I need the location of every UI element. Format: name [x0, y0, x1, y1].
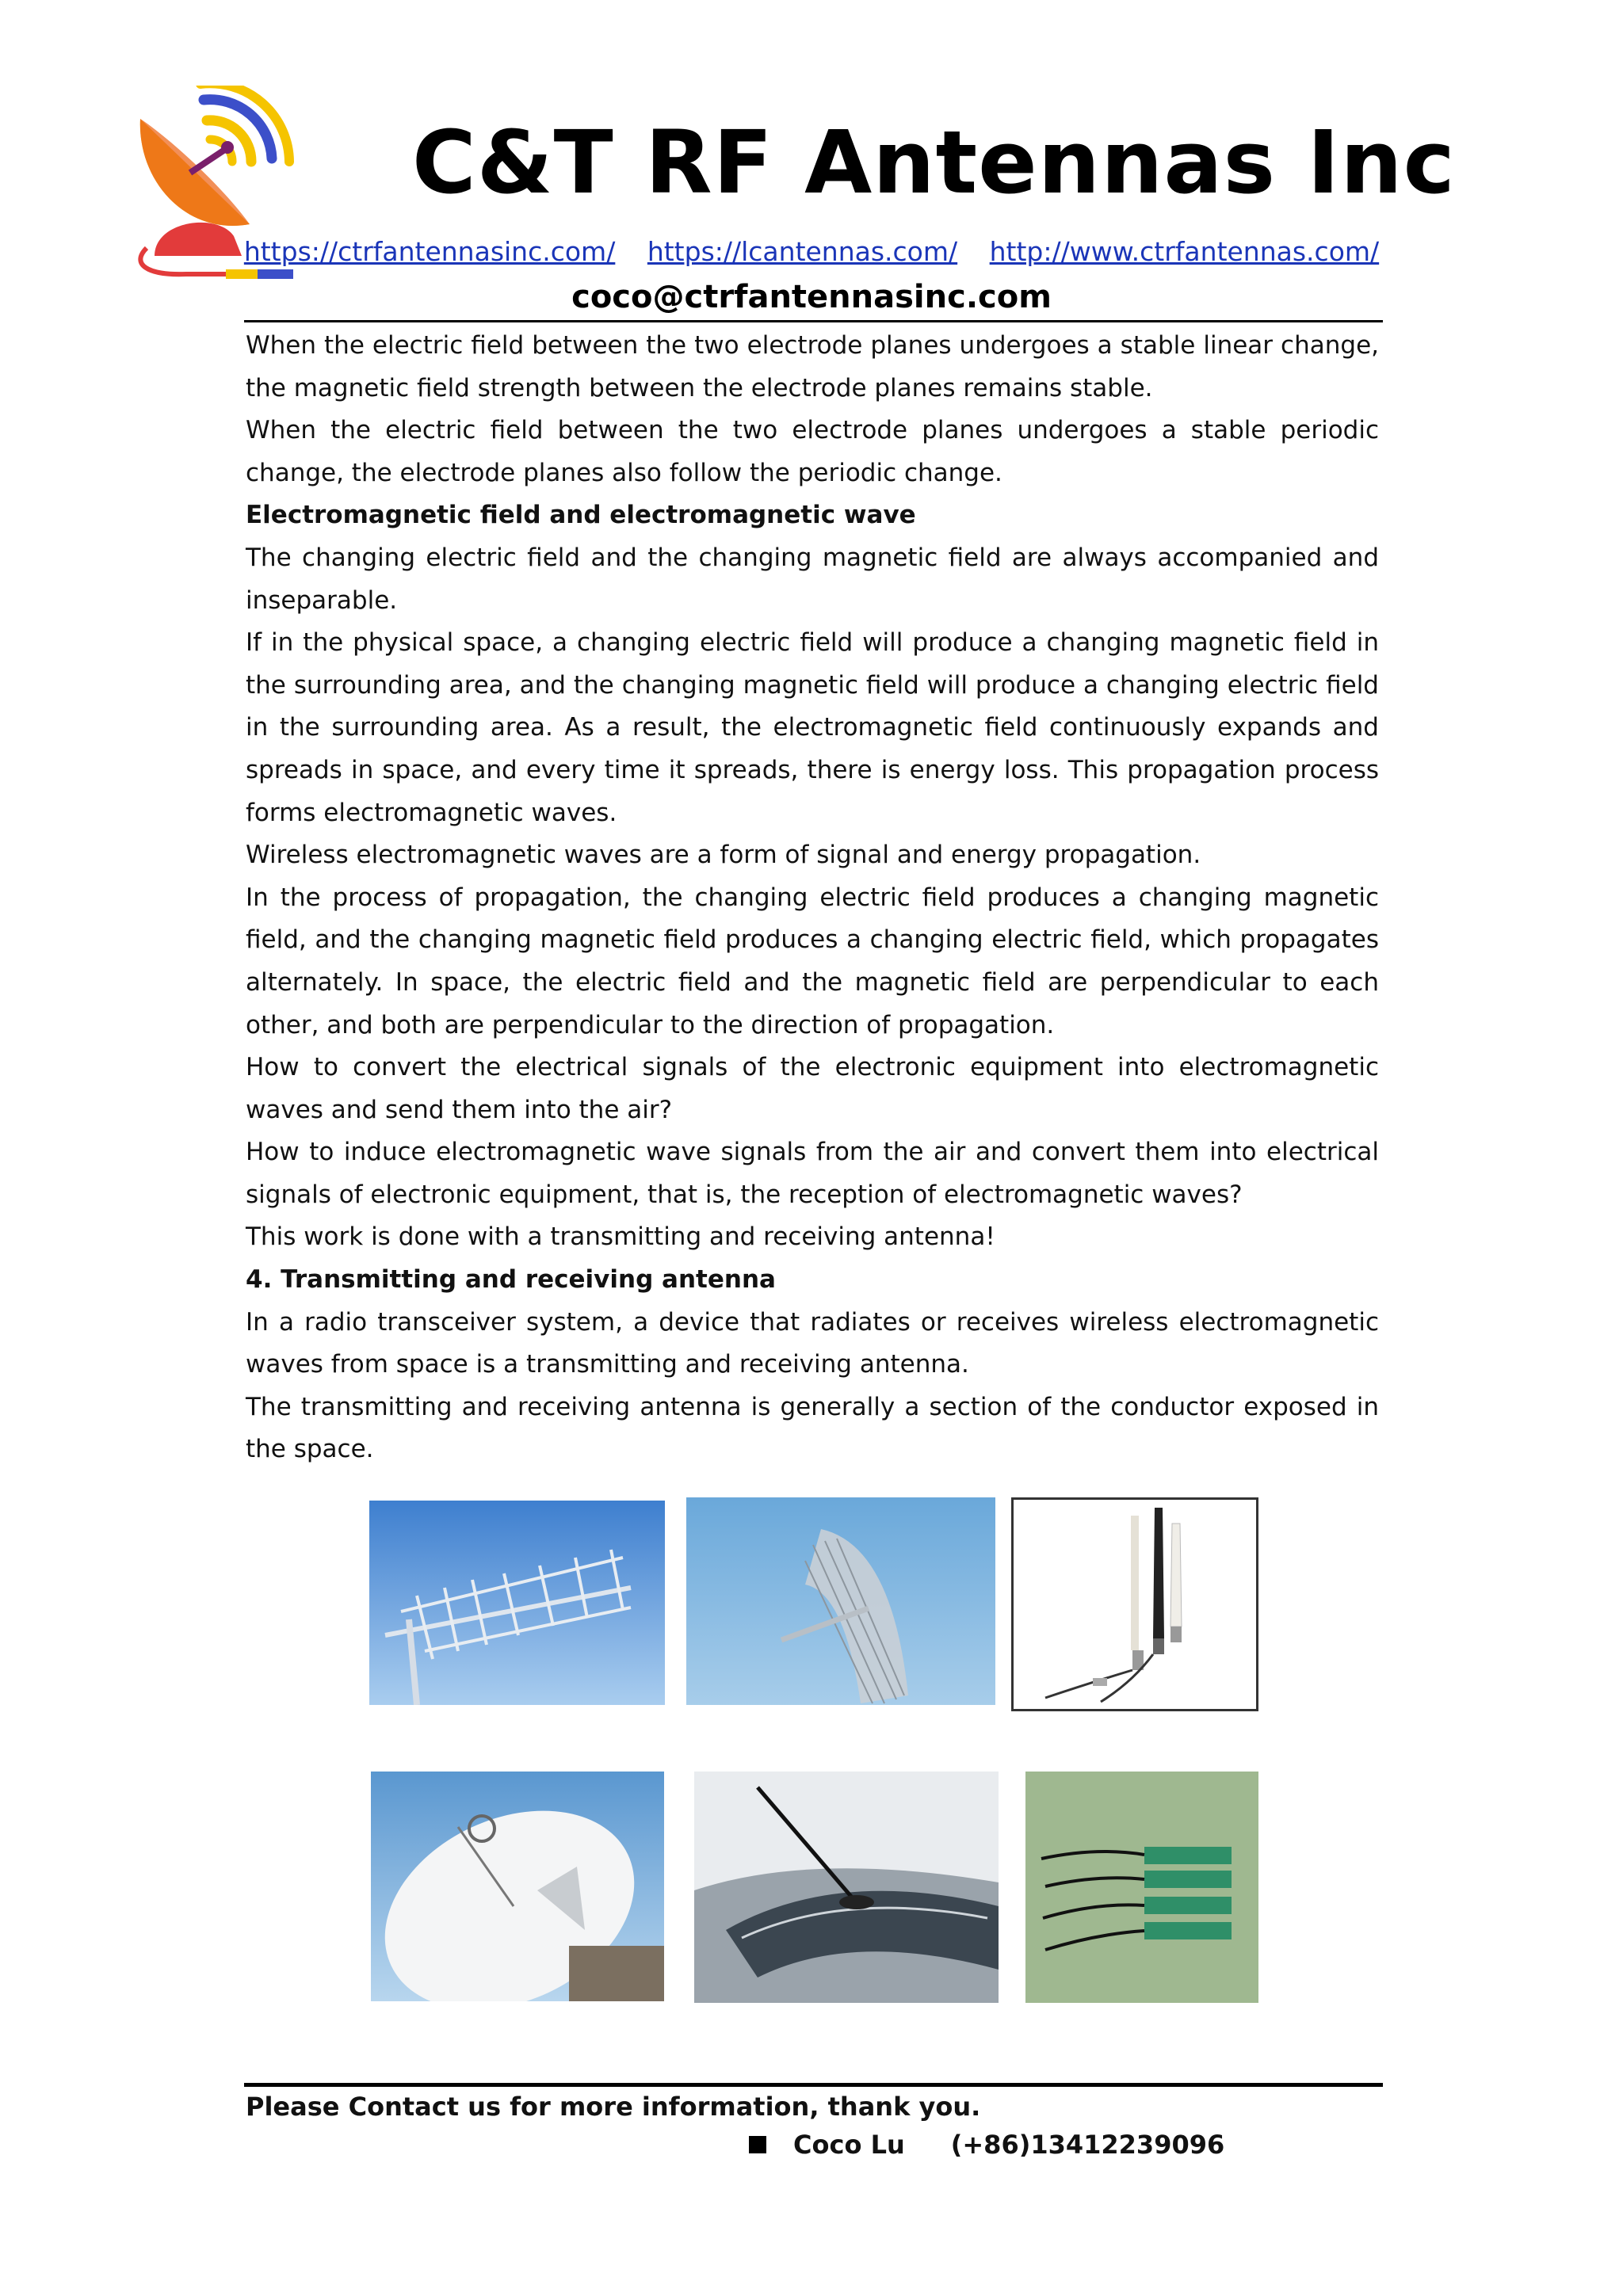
article-body [246, 325, 1379, 1471]
paragraph: How to convert the electrical signals of the electronic equipment into electromagnetic waves and send them into the air? [246, 1053, 1379, 1124]
square-bullet-icon [749, 2136, 766, 2153]
paragraph: The changing electric field and the changing magnetic field are always accompanied and inseparable. [246, 543, 1379, 615]
website-link-3[interactable]: http://www.ctrfantennas.com/ [989, 236, 1380, 267]
paragraph: When the electric field between the two electrode planes undergoes a stable periodic change, the electrode planes also follow the periodic change. [246, 416, 1379, 487]
paragraph: Wireless electromagnetic waves are a form of signal and energy propagation. [246, 841, 1201, 870]
paragraph: This work is done with a transmitting and receiving antenna! [246, 1222, 995, 1252]
footer-divider [244, 2083, 1383, 2087]
satellite-dish-photo [371, 1772, 664, 2001]
paragraph: The transmitting and receiving antenna is generally a section of the conductor exposed in the space. [246, 1392, 1379, 1464]
contact-invitation: Please Contact us for more information, thank you. [246, 2092, 981, 2122]
paragraph: In a radio transceiver system, a device that radiates or receives wireless electromagnetic waves from space is a transmitting and receiving antenna. [246, 1307, 1379, 1379]
company-title: C&T RF Antennas Inc [412, 112, 1456, 213]
section-heading: 4. Transmitting and receiving antenna [246, 1265, 776, 1295]
pcb-antennas-photo [1025, 1772, 1258, 2003]
header-divider [244, 320, 1383, 322]
paragraph: How to induce electromagnetic wave signals from the air and convert them into electrical signals of electronic equipment, that is, the reception of electromagnetic waves? [246, 1138, 1379, 1209]
paragraph: In the process of propagation, the changing electric field produces a changing magnetic field, and the changing magnetic field produces a changing electric field, which propagates alternately. In space, the electric field and the magnetic field are perpendicular to each other, and both are perpendicular to the direction of propagation. [246, 883, 1379, 1039]
contact-phone: (+86)13412239096 [950, 2130, 1225, 2160]
website-link-1[interactable]: https://ctrfantennasinc.com/ [243, 236, 616, 267]
contact-name: Coco Lu [793, 2130, 905, 2160]
paragraph: When the electric field between the two electrode planes undergoes a stable linear change, the magnetic field strength between the electrode planes remains stable. [246, 331, 1379, 402]
header-links [0, 236, 1623, 267]
contact-details [749, 2130, 1224, 2160]
section-heading: Electromagnetic field and electromagnetic wave [246, 501, 916, 530]
yagi-antenna-photo [369, 1501, 665, 1705]
contact-email: coco@ctrfantennasinc.com [571, 279, 1052, 315]
paragraph: If in the physical space, a changing electric field will produce a changing magnetic field in the surrounding area, and the changing magnetic field will produce a changing electric field in the surrounding area. As a result, the electromagnetic field continuously expands and spreads in space, and every time it spreads, there is energy loss. This propagation process forms electromagnetic waves. [246, 628, 1379, 827]
grid-parabolic-antenna-photo [686, 1497, 995, 1705]
rubber-duck-antennas-photo [1011, 1497, 1258, 1711]
car-roof-antenna-photo [694, 1772, 999, 2003]
website-link-2[interactable]: https://lcantennas.com/ [647, 236, 958, 267]
